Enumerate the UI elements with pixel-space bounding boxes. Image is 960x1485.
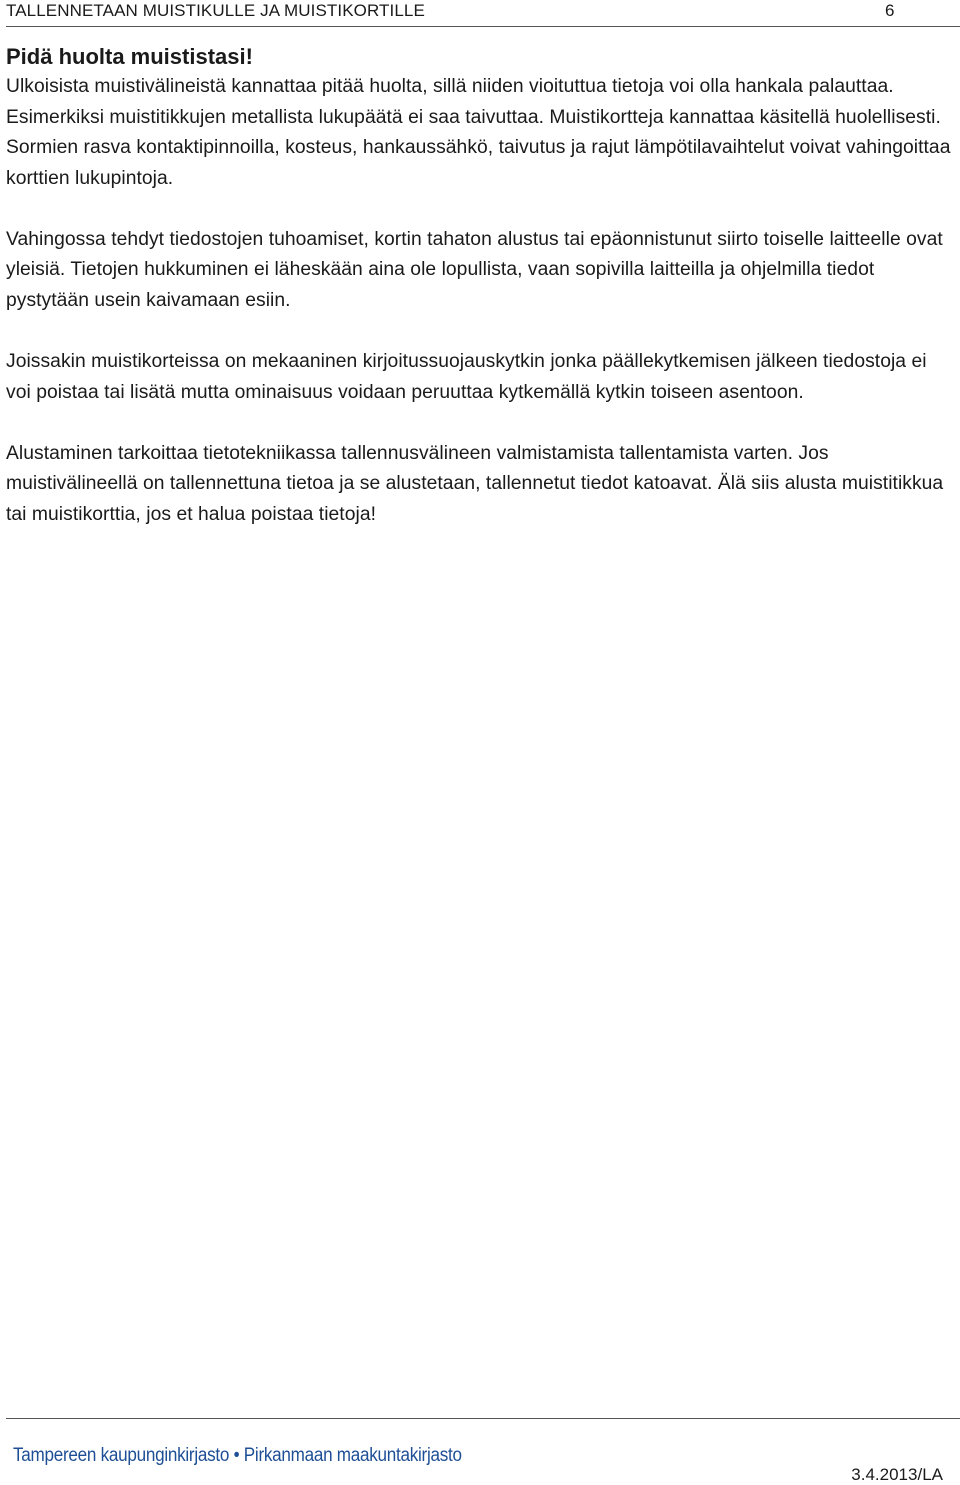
section-heading: Pidä huolta muististasi! [6,44,253,69]
paragraph-recovery: Vahingossa tehdyt tiedostojen tuhoamiset, kortin tahaton alustus tai epäonnistunut siirto toiselle laitteelle ovat yleisiä. Tietojen hukkuminen ei läheskään aina ole lopullista, vaan sopivilla laitteilla ja ohjelmilla tiedot pystytään usein kaivamaan esiin. [6,228,943,312]
page-number: 6 [885,1,895,20]
page-header [6,0,960,27]
footer-organization: Tampereen kaupunginkirjasto • Pirkanmaan maakuntakirjasto [13,1445,462,1466]
running-title: TALLENNETAAN MUISTIKULLE JA MUISTIKORTILLE [6,1,425,20]
page-footer [6,1418,960,1483]
paragraph-care: Ulkoisista muistivälineistä kannattaa pitää huolta, sillä niiden vioituttua tietoja voi olla hankala palauttaa. Esimerkiksi muistitikkujen metallista lukupäätä ei saa taivuttaa. Muistikortteja kannattaa käsitellä huolellisesti. Sormien rasva kontaktipinnoilla, kosteus, hankaussähkö, taivutus ja rajut lämpötilavaihtelut voivat vahingoittaa korttien lukupintoja. [6,76,951,189]
paragraph-write-protect: Joissakin muistikorteissa on mekaaninen kirjoitussuojauskytkin jonka päällekytkemisen jälkeen tiedostoja ei voi poistaa tai lisätä mutta ominaisuus voidaan peruuttaa kytkemällä kytkin toiseen asentoon. [6,351,927,403]
footer-date-code: 3.4.2013/LA [851,1465,943,1484]
paragraph-formatting: Alustaminen tarkoittaa tietotekniikassa tallennusvälineen valmistamista tallentamista varten. Jos muistivälineellä on tallennettuna tietoa ja se alustetaan, tallennetut tiedot katoavat. Älä siis alusta muistitikkua tai muistikorttia, jos et halua poistaa tietoja! [6,442,944,526]
document-body [6,42,956,531]
